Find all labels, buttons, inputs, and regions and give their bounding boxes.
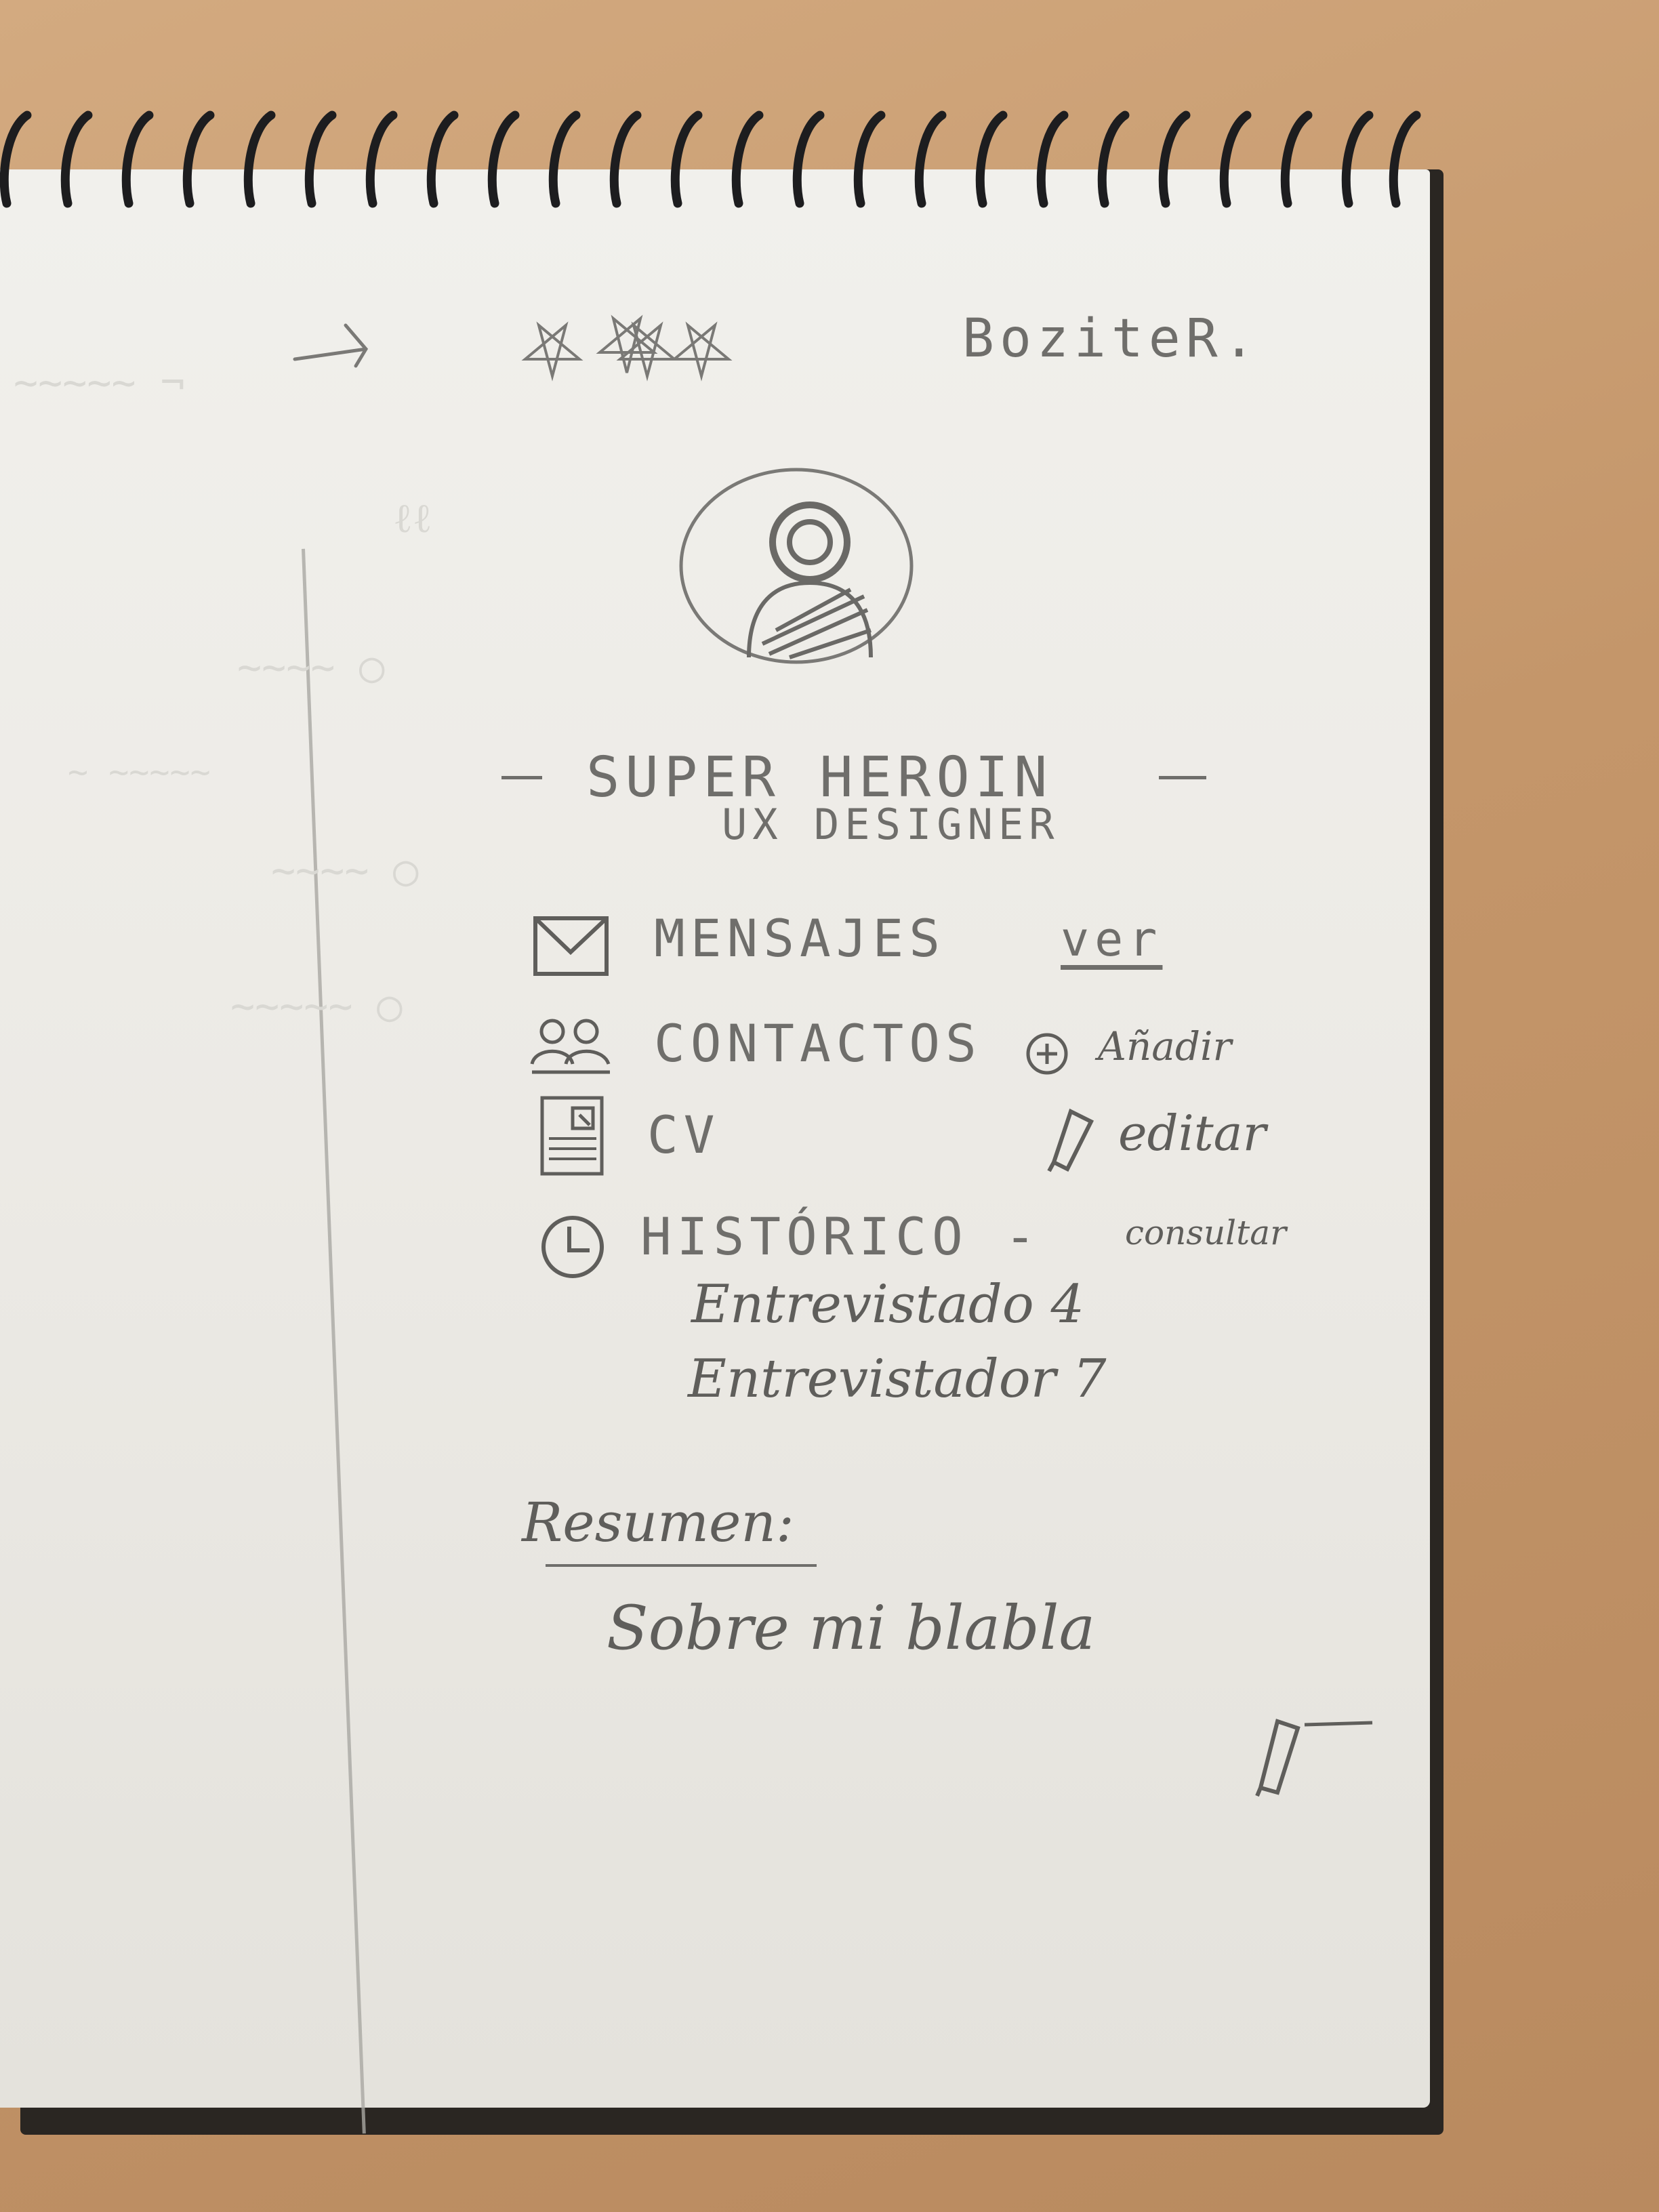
menu-item-mensajes[interactable]: MENSAJES: [654, 908, 946, 968]
clock-icon: [539, 1213, 607, 1281]
document-icon: [539, 1094, 607, 1179]
star-icons: [518, 312, 742, 386]
avatar-head: [773, 505, 847, 579]
profile-role: UX DESIGNER: [722, 800, 1060, 849]
page-margin-line: [302, 549, 366, 2133]
logo[interactable]: BoziteR.: [962, 308, 1261, 369]
editar-cv-button[interactable]: editar: [1118, 1105, 1267, 1162]
menu-item-cv[interactable]: CV: [647, 1105, 720, 1165]
users-icon: [529, 1017, 613, 1078]
envelope-icon: [532, 915, 610, 979]
consultar-historico-button[interactable]: consultar: [1125, 1213, 1286, 1252]
arrow-right-icon: [291, 319, 373, 373]
anadir-contacto-button[interactable]: Añadir: [1098, 1023, 1232, 1069]
spiral-binding: [0, 102, 1450, 217]
menu-item-historico[interactable]: HISTÓRICO -: [640, 1206, 1042, 1267]
star-icon: [525, 325, 579, 376]
star-icon: [674, 325, 729, 376]
star-icon: [600, 319, 654, 373]
plus-circle-icon[interactable]: [1023, 1030, 1071, 1078]
star-rating[interactable]: [518, 312, 742, 389]
show-through-scribble: ~~~~~ ◯: [230, 983, 402, 1030]
ver-link[interactable]: ver: [1061, 912, 1163, 967]
pencil-icon: [1044, 1105, 1098, 1172]
summary-heading: Resumen:: [522, 1491, 794, 1554]
avatar[interactable]: [674, 461, 918, 678]
menu-item-contactos[interactable]: CONTACTOS: [654, 1013, 982, 1073]
name-dash-left: [501, 776, 542, 779]
summary-underline: [546, 1564, 817, 1567]
show-through-scribble: ~~~~ ◯: [237, 644, 384, 691]
show-through-scribble: ~ ~~~~~: [68, 752, 211, 792]
edit-summary-pencil-icon[interactable]: [1247, 1708, 1382, 1803]
profile-name: SUPER HEROIN: [586, 745, 1053, 810]
show-through-scribble: ℓℓ: [393, 495, 432, 542]
name-dash-right: [1159, 776, 1206, 779]
history-entry: Entrevistado 4: [691, 1274, 1085, 1335]
summary-text: Sobre mi blabla: [607, 1593, 1096, 1664]
show-through-scribble: ~~~~~ ¬: [14, 359, 185, 407]
history-entry: Entrevistador 7: [688, 1349, 1107, 1410]
show-through-scribble: ~~~~ ◯: [271, 847, 418, 895]
